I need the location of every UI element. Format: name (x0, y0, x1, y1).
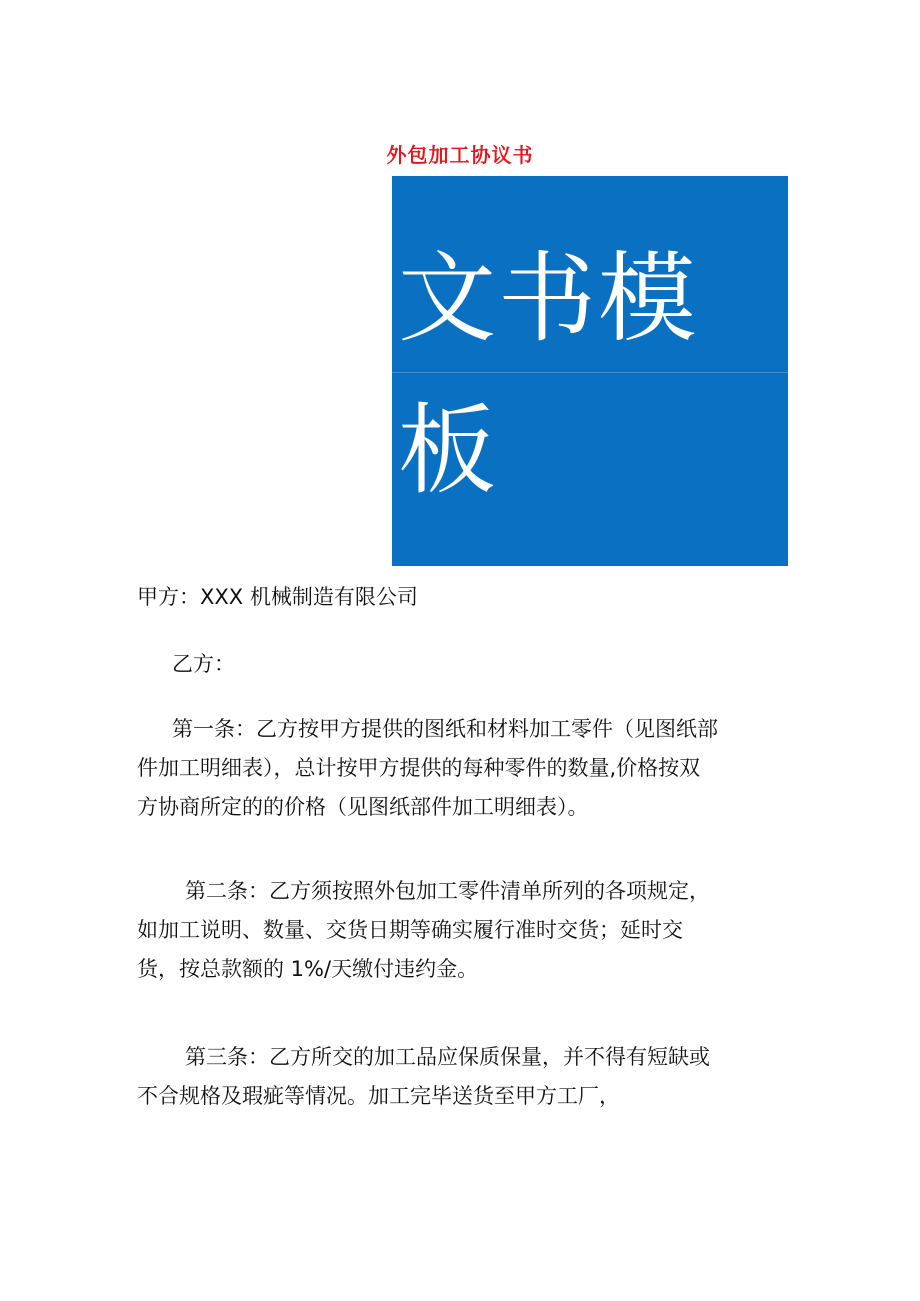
article-1-line-1: 第一条：乙方按甲方提供的图纸和材料加工零件（见图纸部 (172, 717, 718, 741)
article-2-line-2: 如加工说明、数量、交货日期等确实履行准时交货；延时交 (137, 918, 683, 942)
banner-text-line-1: 文书模 (398, 242, 699, 356)
article-1 (137, 710, 718, 827)
article-1-line-3: 方协商所定的的价格（见图纸部件加工明细表）。 (137, 795, 589, 819)
article-3-line-2: 不合规格及瑕疵等情况。加工完毕送货至甲方工厂， (137, 1084, 620, 1108)
article-2-line-3: 货，按总款额的 1%/天缴付违约金。 (137, 957, 479, 981)
template-banner (392, 176, 788, 566)
article-2 (137, 872, 710, 989)
article-1-line-2: 件加工明细表），总计按甲方提供的每种零件的数量,价格按双 (137, 756, 701, 780)
article-3-line-1: 第三条：乙方所交的加工品应保质保量，并不得有短缺或 (185, 1045, 710, 1069)
party-a-line: 甲方：XXX 机械制造有限公司 (137, 585, 418, 609)
party-b-line: 乙方： (172, 652, 235, 676)
article-3 (137, 1038, 710, 1116)
banner-text-line-2: 板 (398, 394, 499, 508)
document-title: 外包加工协议书 (386, 143, 534, 167)
article-2-line-1: 第二条：乙方须按照外包加工零件清单所列的各项规定， (185, 879, 710, 903)
banner-divider (392, 372, 788, 373)
